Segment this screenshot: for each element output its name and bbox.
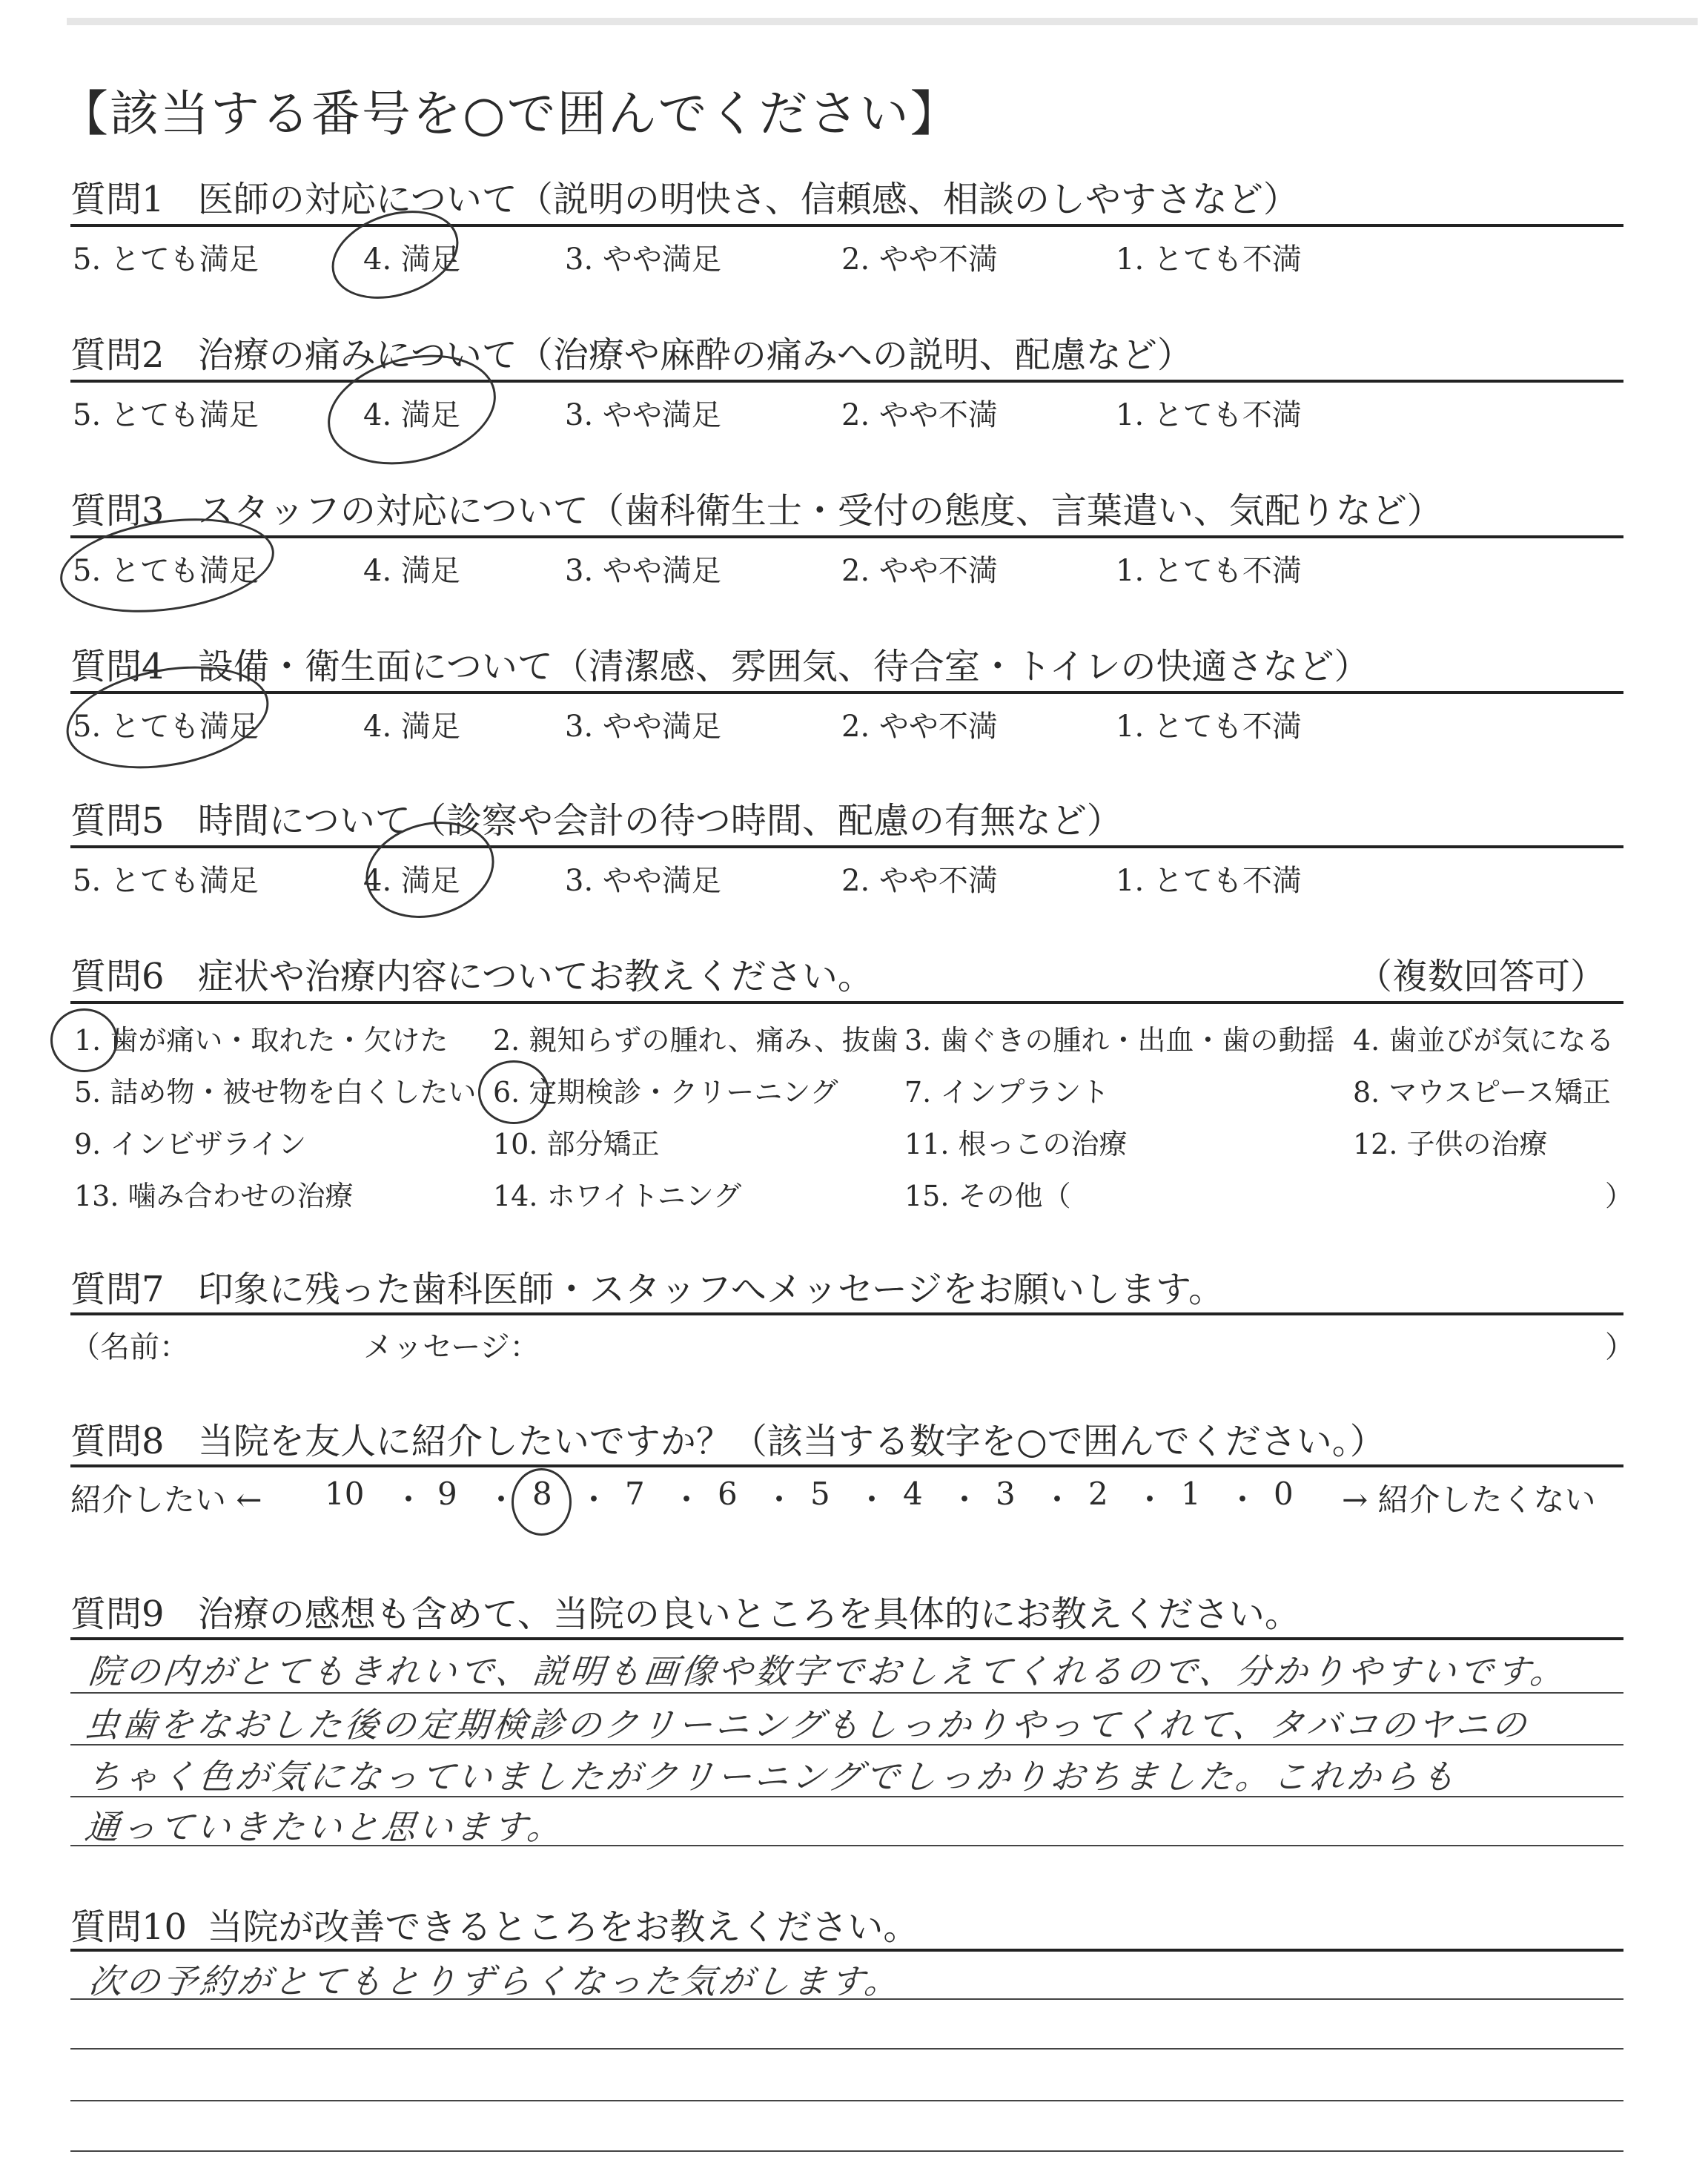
q9-answer-text: 虫歯をなおした後の定期検診のクリーニングもしっかりやってくれて、タバコのヤニの	[82, 1705, 1532, 1745]
question-6-rule	[70, 1001, 1623, 1004]
q4-option-2[interactable]: 2. やや不満	[841, 710, 998, 744]
q8-value-3[interactable]: 3	[996, 1476, 1016, 1512]
question-4-label: 質問4	[70, 646, 165, 687]
q8-sep: ・	[1042, 1482, 1073, 1518]
question-4-rule	[70, 691, 1623, 694]
q7-close-paren: ）	[1605, 1330, 1635, 1364]
question-5-text: 時間について（診察や会計の待つ時間、配慮の有無など）	[197, 800, 1122, 842]
question-6-label: 質問6	[70, 956, 165, 997]
q6-item-12[interactable]: 12. 子供の治療	[1353, 1128, 1548, 1160]
q8-sep: ・	[856, 1482, 888, 1518]
q5-option-3[interactable]: 3. やや満足	[565, 864, 721, 898]
question-1-label: 質問1	[70, 179, 165, 220]
q5-option-5[interactable]: 5. とても満足	[73, 864, 259, 898]
question-10-label: 質問10	[70, 1906, 188, 1948]
question-4	[70, 638, 1369, 689]
q8-sep: ・	[671, 1482, 703, 1518]
question-9-rule	[70, 1637, 1623, 1640]
q3-option-2[interactable]: 2. やや不満	[841, 554, 998, 588]
q9-answer-text: ちゃく色が気になっていましたがクリーニングでしっかりおちました。これからも	[85, 1757, 1460, 1797]
question-8-rule	[70, 1464, 1623, 1467]
q10-answer-text: 次の予約がとてもとりずらくなった気がします。	[86, 1961, 904, 2001]
question-8-label: 質問8	[70, 1421, 165, 1462]
q8-value-4[interactable]: 4	[903, 1476, 923, 1512]
q1-option-1[interactable]: 1. とても不満	[1116, 242, 1302, 277]
q8-value-5[interactable]: 5	[810, 1476, 830, 1512]
question-9	[70, 1585, 1300, 1636]
q8-value-0[interactable]: 0	[1274, 1476, 1294, 1512]
question-7-rule	[70, 1312, 1623, 1315]
q6-item-8[interactable]: 8. マウスピース矯正	[1353, 1076, 1611, 1109]
q6-item-15[interactable]: 15. その他（	[904, 1180, 1071, 1212]
q5-option-1[interactable]: 1. とても不満	[1116, 864, 1302, 898]
q8-sep: ・	[1227, 1482, 1259, 1518]
q8-sep: ・	[486, 1482, 517, 1518]
q6-item-9[interactable]: 9. インビザライン	[74, 1128, 307, 1160]
q6-item-13[interactable]: 13. 噛み合わせの治療	[74, 1180, 354, 1212]
question-2	[70, 326, 1193, 377]
q6-item-7[interactable]: 7. インプラント	[904, 1076, 1110, 1109]
question-6-note: （複数回答可）	[1357, 956, 1606, 997]
q6-item-10[interactable]: 10. 部分矯正	[493, 1128, 660, 1160]
question-2-text: 治療の痛みについて（治療や麻酔の痛みへの説明、配慮など）	[197, 334, 1193, 376]
q10-answer-line	[70, 2150, 1623, 2152]
q6-item-4[interactable]: 4. 歯並びが気になる	[1353, 1024, 1615, 1057]
question-3	[70, 482, 1443, 533]
q6-item-1[interactable]: 1. 歯が痛い・取れた・欠けた	[74, 1024, 448, 1057]
question-6	[70, 948, 873, 999]
q1-option-5[interactable]: 5. とても満足	[73, 242, 259, 277]
question-3-label: 質問3	[70, 490, 165, 532]
q7-name-label: （名前：	[70, 1330, 189, 1364]
q2-option-1[interactable]: 1. とても不満	[1116, 398, 1302, 432]
q6-item-5[interactable]: 5. 詰め物・被せ物を白くしたい	[74, 1076, 477, 1109]
question-3-rule	[70, 535, 1623, 538]
q8-left-label: 紹介したい ←	[70, 1482, 262, 1518]
q6-item-11[interactable]: 11. 根っこの治療	[904, 1128, 1128, 1160]
q8-sep: ・	[1134, 1482, 1166, 1518]
q4-option-1[interactable]: 1. とても不満	[1116, 710, 1302, 744]
q2-option-3[interactable]: 3. やや満足	[565, 398, 721, 432]
q6-selection-circle-6	[478, 1060, 549, 1124]
question-5	[70, 792, 1122, 843]
q8-value-7[interactable]: 7	[625, 1476, 645, 1512]
q8-value-6[interactable]: 6	[718, 1476, 738, 1512]
q6-item-14[interactable]: 14. ホワイトニング	[493, 1180, 742, 1212]
q8-value-1[interactable]: 1	[1181, 1476, 1201, 1512]
q8-sep: ・	[764, 1482, 795, 1518]
question-7-label: 質問7	[70, 1269, 165, 1310]
question-9-text: 治療の感想も含めて、当院の良いところを具体的にお教えください。	[197, 1593, 1300, 1635]
q8-value-9[interactable]: 9	[437, 1476, 457, 1512]
q9-answer-text: 通っていきたいと思います。	[82, 1807, 566, 1847]
q8-value-8[interactable]: 8	[532, 1476, 552, 1512]
question-7-text: 印象に残った歯科医師・スタッフへメッセージをお願いします。	[197, 1269, 1225, 1310]
q10-answer-line	[70, 2100, 1623, 2101]
question-10	[70, 1898, 918, 1949]
question-5-rule	[70, 845, 1623, 848]
q8-right-label: → 紹介したくない	[1342, 1482, 1596, 1518]
question-1-rule	[70, 224, 1623, 227]
question-8-text: 当院を友人に紹介したいですか？（該当する数字を○で囲んでください。）	[197, 1421, 1386, 1462]
question-8	[70, 1413, 1386, 1464]
q1-option-4[interactable]: 4. 満足	[363, 242, 460, 277]
question-7	[70, 1261, 1224, 1312]
q4-option-3[interactable]: 3. やや満足	[565, 710, 721, 744]
q8-value-10[interactable]: 10	[325, 1476, 365, 1512]
question-6-text: 症状や治療内容についてお教えください。	[197, 956, 873, 997]
q6-selection-circle-1	[50, 1008, 118, 1072]
q7-message-label: メッセージ：	[363, 1330, 540, 1364]
question-2-label: 質問2	[70, 334, 165, 376]
q5-option-4[interactable]: 4. 満足	[363, 864, 460, 898]
question-4-text: 設備・衛生面について（清潔感、雰囲気、待合室・トイレの快適さなど）	[197, 646, 1370, 687]
q6-item-2[interactable]: 2. 親知らずの腫れ、痛み、抜歯	[493, 1024, 898, 1057]
question-9-label: 質問9	[70, 1593, 165, 1635]
q4-option-5[interactable]: 5. とても満足	[73, 710, 259, 744]
q3-option-3[interactable]: 3. やや満足	[565, 554, 721, 588]
q6-item-15-close: ）	[1605, 1180, 1634, 1212]
question-5-label: 質問5	[70, 800, 165, 842]
q3-option-5[interactable]: 5. とても満足	[73, 554, 259, 588]
q4-option-4[interactable]: 4. 満足	[363, 710, 460, 744]
q3-option-4[interactable]: 4. 満足	[363, 554, 460, 588]
scan-top-edge	[67, 18, 1698, 25]
q8-sep: ・	[949, 1482, 981, 1518]
q8-sep: ・	[578, 1482, 610, 1518]
page-title: 【該当する番号を○で囲んでください】	[59, 85, 961, 142]
q2-option-2[interactable]: 2. やや不満	[841, 398, 998, 432]
q1-option-3[interactable]: 3. やや満足	[565, 242, 721, 277]
question-10-text: 当院が改善できるところをお教えください。	[207, 1906, 919, 1948]
q8-selection-circle	[512, 1468, 572, 1536]
q6-item-6[interactable]: 6. 定期検診・クリーニング	[493, 1076, 838, 1109]
q3-option-1[interactable]: 1. とても不満	[1116, 554, 1302, 588]
question-1	[70, 171, 1299, 222]
question-1-text: 医師の対応について（説明の明快さ、信頼感、相談のしやすさなど）	[197, 179, 1299, 220]
q10-answer-line	[70, 2048, 1623, 2050]
q8-value-2[interactable]: 2	[1088, 1476, 1108, 1512]
q5-option-2[interactable]: 2. やや不満	[841, 864, 998, 898]
q2-option-4[interactable]: 4. 満足	[363, 398, 460, 432]
q2-option-5[interactable]: 5. とても満足	[73, 398, 259, 432]
question-2-rule	[70, 380, 1623, 383]
q1-option-2[interactable]: 2. やや不満	[841, 242, 998, 277]
q8-sep: ・	[393, 1482, 425, 1518]
question-10-rule	[70, 1949, 1623, 1952]
question-3-text: スタッフの対応について（歯科衛生士・受付の態度、言葉遣い、気配りなど）	[197, 490, 1443, 532]
q6-item-3[interactable]: 3. 歯ぐきの腫れ・出血・歯の動揺	[904, 1024, 1335, 1057]
q9-answer-text: 院の内がとてもきれいで、説明も画像や数字でおしえてくれるので、分かりやすいです。	[86, 1651, 1570, 1691]
